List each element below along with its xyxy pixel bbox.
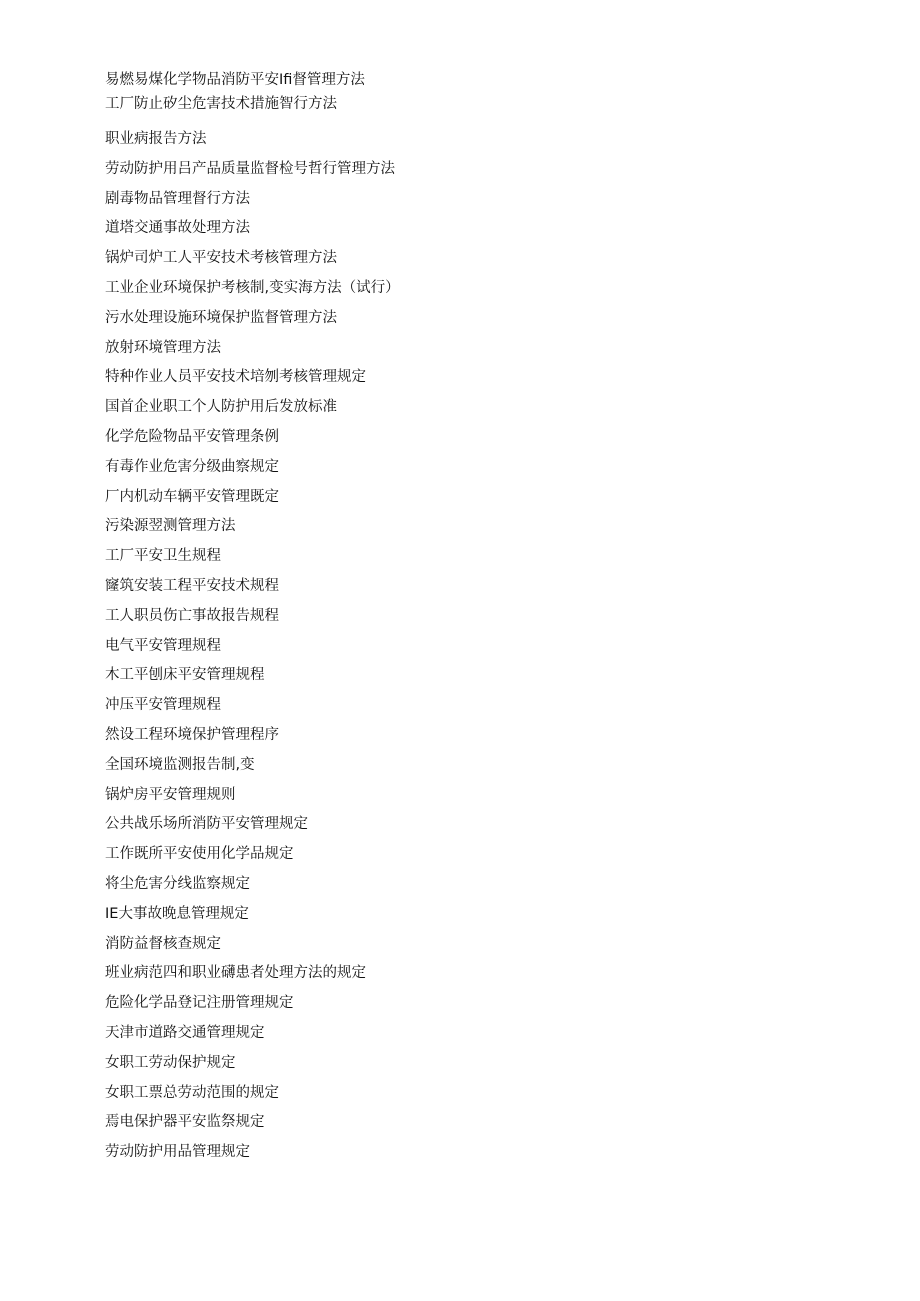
list-item: 消防益督核查规定 — [105, 935, 221, 952]
list-item: 将尘危害分线监察规定 — [105, 875, 250, 892]
list-item: 焉电保护器平安监祭规定 — [105, 1114, 265, 1131]
list-item: 工业企业环境保护考核制,变实海方法（试行） — [105, 279, 400, 296]
list-item: 然设工程环境保护管理程序 — [105, 726, 279, 743]
list-item: 放射环境管理方法 — [105, 339, 221, 356]
list-item: IE大事故晚息管理规定 — [105, 905, 249, 922]
list-item: 工厂平安卫生规程 — [105, 548, 221, 565]
list-item: 危险化学品登记注册管理规定 — [105, 995, 294, 1012]
list-item: 国首企业职工个人防护用后发放标准 — [105, 399, 337, 416]
regulation-list — [105, 68, 400, 1170]
list-item: 女职工劳动保护规定 — [105, 1054, 236, 1071]
list-item: 易燃易煤化学物品消防平安Ifi督管理方法 — [105, 72, 365, 88]
list-item: 劳动防护用吕产品质量监督检号哲行管理方法 — [105, 160, 395, 177]
list-item: 剧毒物品管理督行方法 — [105, 190, 250, 207]
list-item: 公共战乐场所消防平安管理规定 — [105, 816, 308, 833]
list-item: 班业病范四和职业礴患者处理方法的规定 — [105, 965, 366, 982]
list-item: 特种作业人员平安技术培刎考核管理规定 — [105, 369, 366, 386]
list-item: 锅炉司炉工人平安技术考核管理方法 — [105, 250, 337, 267]
list-item: 全国环境监测报告制,变 — [105, 756, 255, 773]
list-item: 劳动防护用品管理规定 — [105, 1144, 250, 1161]
list-item: 污水处理设施环境保护监督管理方法 — [105, 309, 337, 326]
list-item: 木工平刨床平安管理规程 — [105, 667, 265, 684]
list-item: 职业病报告方法 — [105, 131, 207, 147]
list-item: 锅炉房平安管理规则 — [105, 786, 236, 803]
list-item: 电气平安管理规程 — [105, 637, 221, 654]
list-item: 厂内机动车辆平安管理既定 — [105, 488, 279, 505]
list-item: 天津市道路交通管理规定 — [105, 1024, 265, 1041]
list-item: 道塔交通事故处理方法 — [105, 220, 250, 237]
list-item: 化学危险物品平安管理条例 — [105, 428, 279, 445]
list-item: 工厂防止矽尘危害技术措施智行方法 — [105, 96, 337, 112]
list-item: 污染源翌测管理方法 — [105, 518, 236, 535]
list-item: 窿筑安装工程平安技术规程 — [105, 577, 279, 594]
list-item: 工作既所平安使用化学品规定 — [105, 846, 294, 863]
list-item: 工人职员伤亡事故报告规程 — [105, 607, 279, 624]
list-item: 女职工票总劳动范围的规定 — [105, 1084, 279, 1101]
list-item: 有毒作业危害分级曲察规定 — [105, 458, 279, 475]
list-item: 冲压平安管理规程 — [105, 697, 221, 714]
